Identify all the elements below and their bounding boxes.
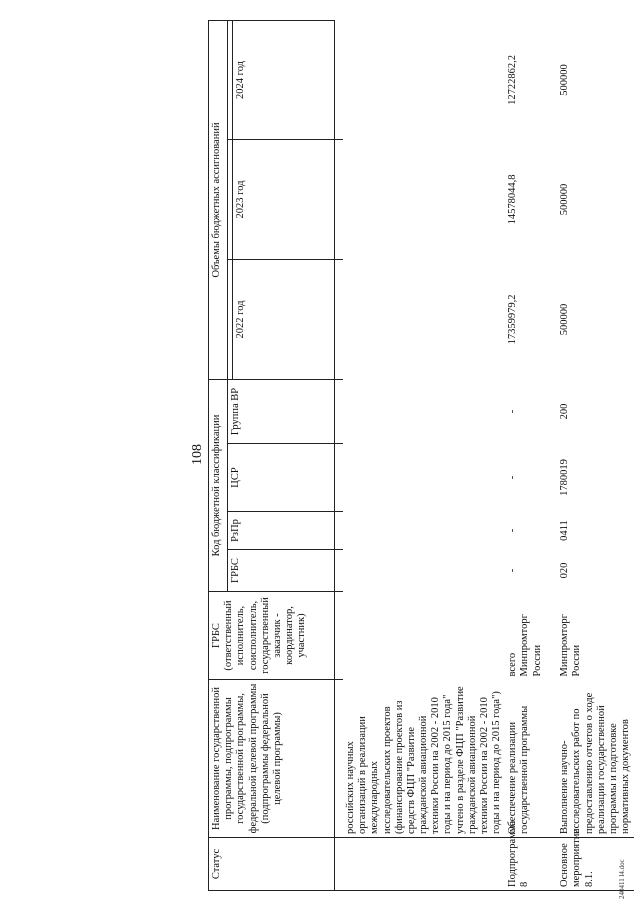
header-status: Статус (209, 838, 335, 891)
row-vr: - (507, 409, 519, 414)
header-code-group: Код бюджетной классификации (209, 379, 228, 591)
row-grbs: Минпромторг России (559, 614, 583, 677)
footer-code: 240411 l4.doc (618, 859, 626, 899)
header-row-1 (209, 20, 228, 890)
table-row (557, 20, 634, 890)
row-name: Выполнение научно-исследовательских работ по предоставлению отчетов о ходе реализации государственной программы и подготовке нормативных документов (557, 680, 634, 838)
header-volume-group: Объемы бюджетных ассигнований (209, 20, 228, 379)
budget-table (208, 20, 634, 891)
continuation-text: российских научных организаций в реализации международных исследовательских проектов (финансирование проектов из средств ФЦП "Развитие гражданской авиационной техники России на 2002 - 2010 годы и на период до 2015 года" учтено в разделе ФЦП "Развитие гражданской авиационной техники России на 2002 - 2010 годы и на период до 2015 года") (343, 680, 505, 838)
row-csr: - (507, 475, 519, 480)
row-name: Обеспечение реализации государственной программы (505, 680, 557, 838)
row-grbs-code: 020 (559, 562, 571, 579)
row-2023: 500000 (559, 183, 571, 216)
row-2022: 17359979,2 (507, 294, 519, 345)
header-gap-row (335, 20, 344, 890)
row-2023: 14578044,8 (507, 174, 519, 225)
header-2022: 2022 год (233, 259, 335, 379)
header-2024: 2024 год (233, 20, 335, 139)
header-grbs: ГРБС (ответственный исполнитель, соисполнитель, государственный заказчик - координатор, участник) (209, 592, 335, 680)
row-grbs-name: Минпромторг России (519, 614, 543, 677)
row-csr: 1780019 (559, 459, 571, 496)
row-vr: 200 (559, 403, 571, 420)
header-vr: Группа ВР (228, 379, 335, 443)
row-2022: 500000 (559, 303, 571, 336)
row-2024: 12722862,2 (507, 55, 519, 105)
row-rzpr: 0411 (559, 520, 571, 541)
row-grbs-total: всего (507, 652, 519, 677)
continuation-row (343, 20, 505, 890)
row-status: Основное мероприятие 8.1. (557, 838, 634, 891)
header-2023: 2023 год (233, 139, 335, 259)
header-rzpr: РзПр (228, 512, 335, 550)
row-status: Подпрограмма 8 (505, 838, 557, 891)
row-rzpr: - (507, 528, 519, 533)
header-csr: ЦСР (228, 444, 335, 512)
table-row (505, 20, 557, 890)
header-name: Наименование государственной программы, подпрограммы государственной программы, федеральной целевой программы (подпрограммы федеральной целевой программы) (209, 680, 335, 838)
row-grbs-code: - (507, 568, 519, 573)
page-number: 108 (190, 444, 205, 465)
row-grbs (505, 592, 557, 680)
header-grbs-code: ГРБС (228, 550, 335, 592)
row-2024: 500000 (559, 64, 571, 96)
